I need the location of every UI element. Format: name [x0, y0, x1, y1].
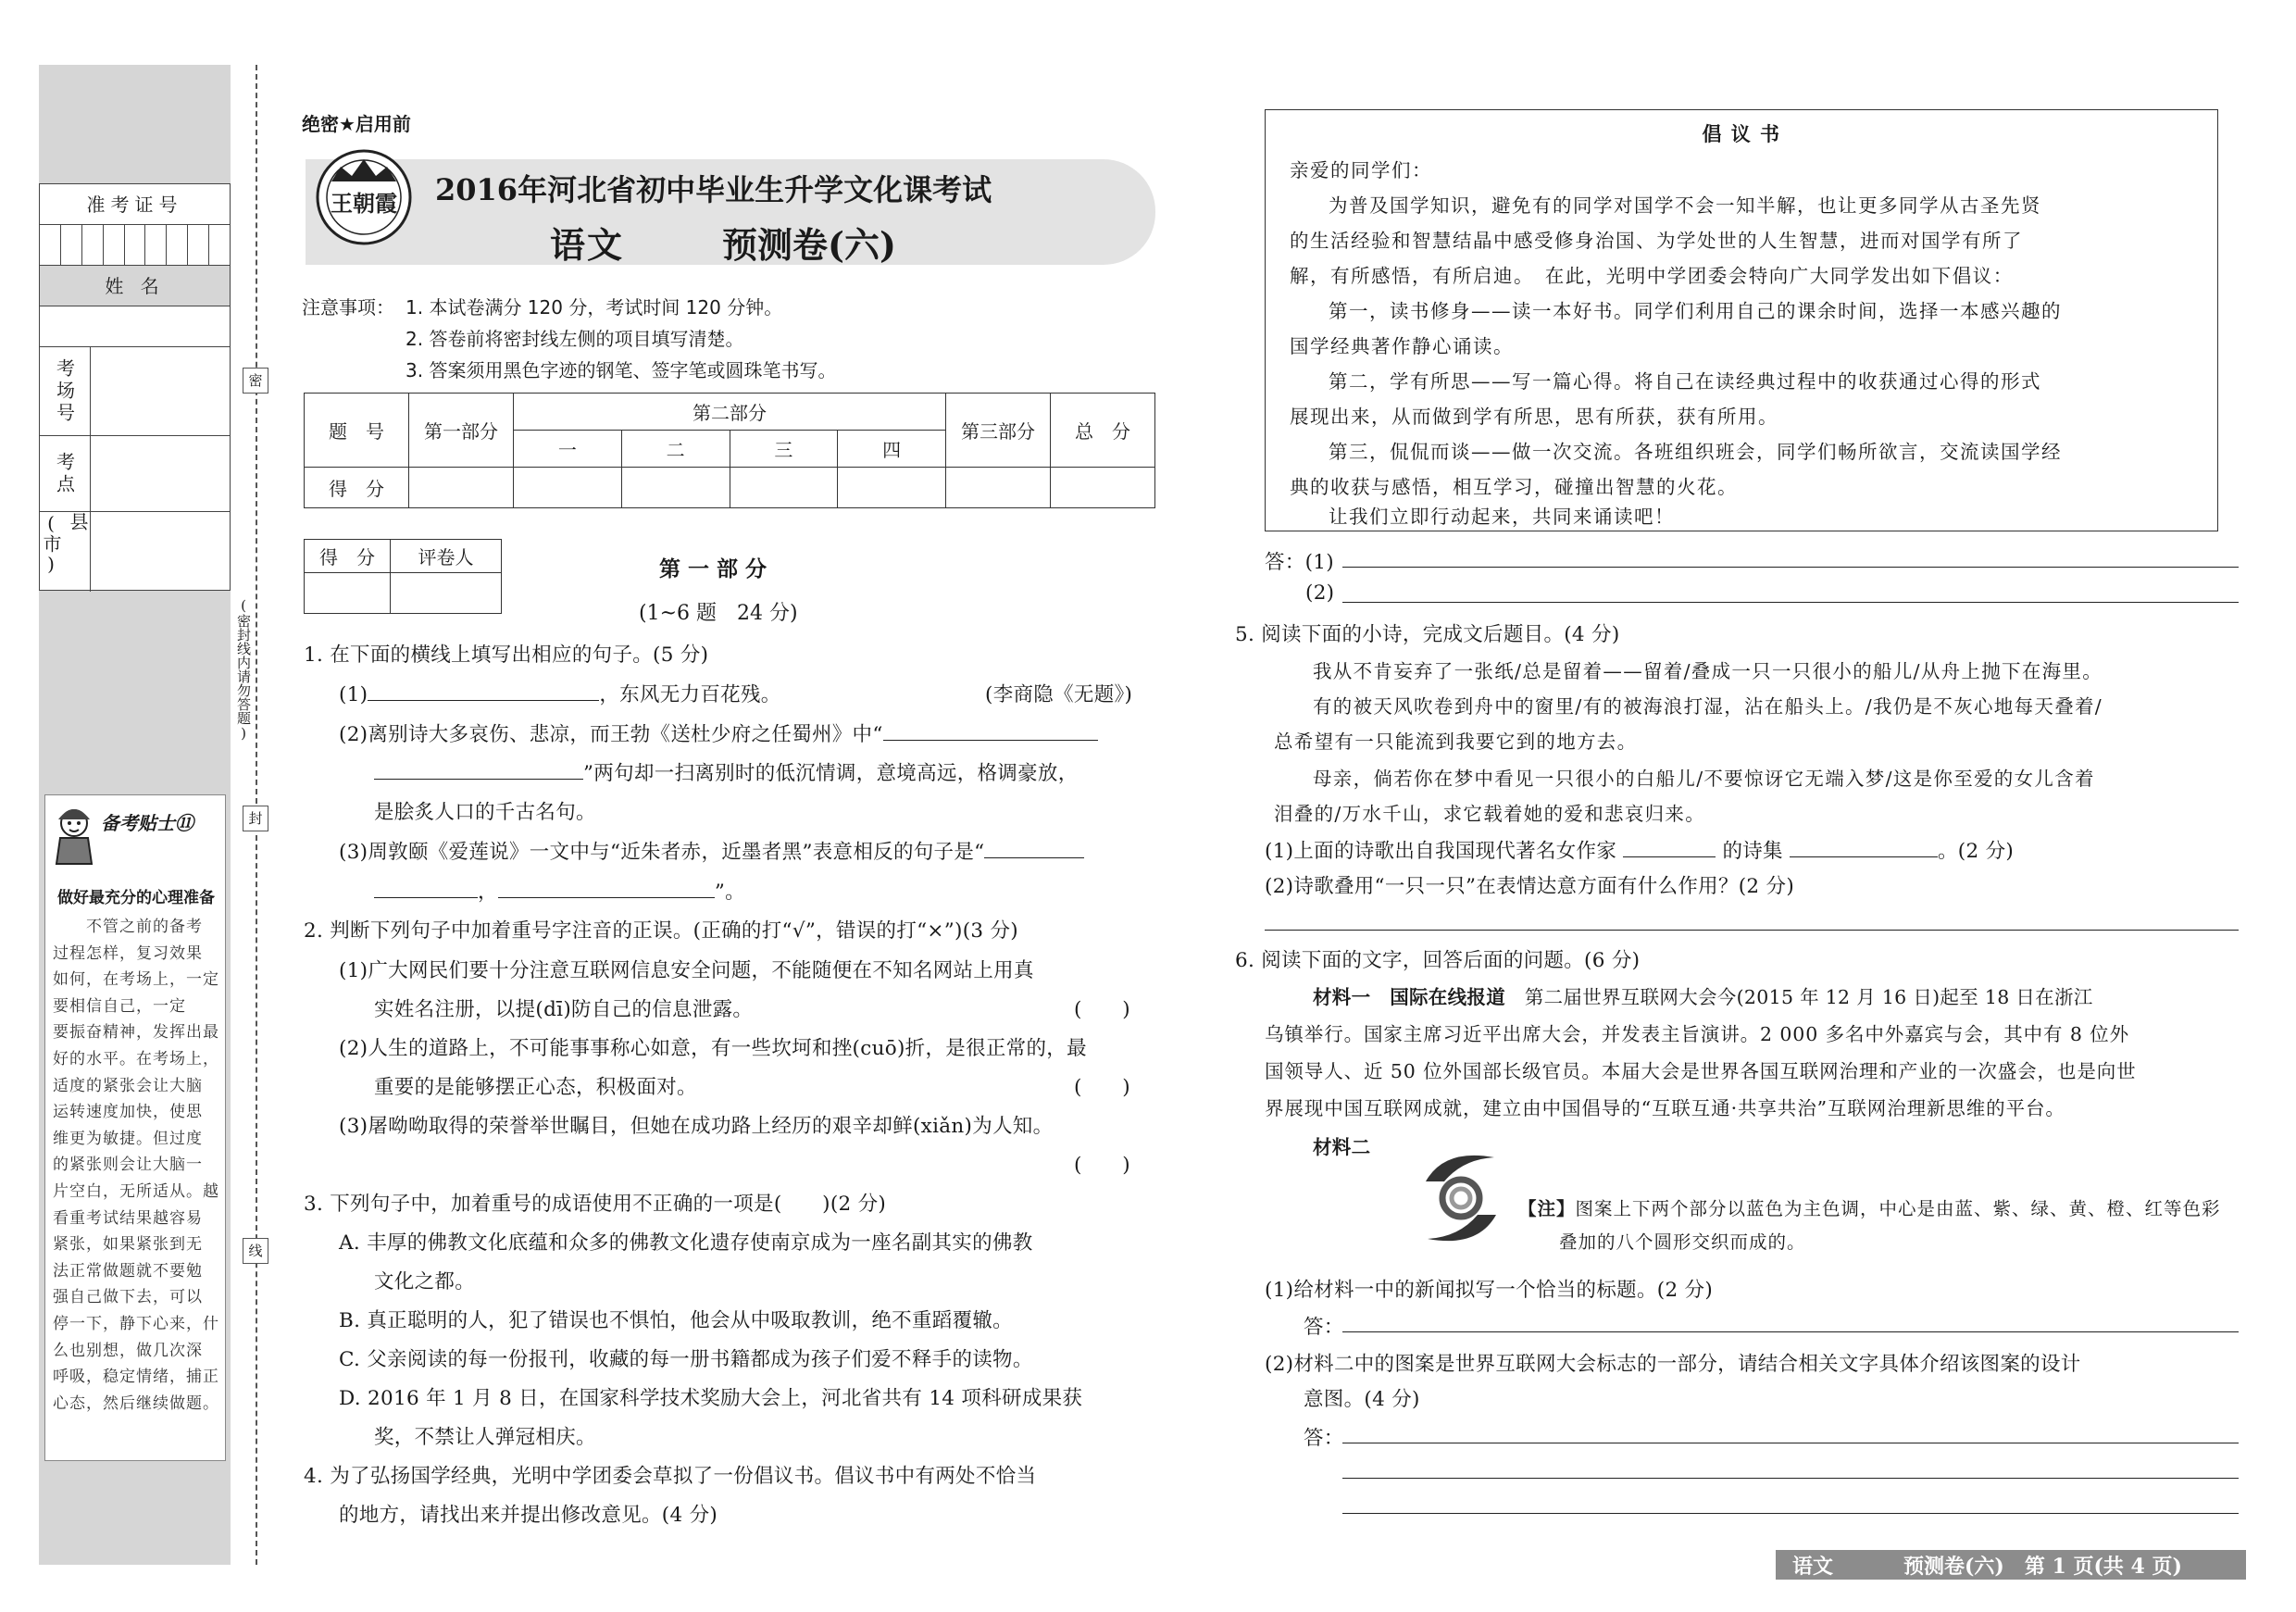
- q6-1: (1)给材料一中的新闻拟写一个恰当的标题。(2 分): [1265, 1279, 1714, 1302]
- score-header-part2: 第二部分: [514, 394, 946, 431]
- grader-table: [304, 539, 502, 614]
- proposal-line: 解，有所感悟，有所启迪。 在此，光明中学团委会特向广大同学发出如下倡议：: [1290, 265, 2014, 287]
- q5-2-answer-line[interactable]: [1265, 930, 2239, 931]
- score-cell[interactable]: [730, 468, 838, 508]
- q6-stem: 6. 阅读下面的文字，回答后面的问题。(6 分): [1235, 949, 1641, 972]
- proposal-line: 第二，学有所思——写一篇心得。将自己在读经典过程中的收获通过心得的形式: [1329, 370, 2041, 393]
- q5-poem-line: 有的被天风吹卷到舟中的窗里/有的被海浪打湿，沾在船头上。/我仍是不灰心地每天叠着/: [1313, 695, 2103, 718]
- proposal-line: 第三，侃侃而谈——做一次交流。各班组织班会，同学们畅所欲言，交流读国学经: [1329, 441, 2062, 463]
- exam-subject: 语文: [550, 224, 625, 266]
- grader-name-cell[interactable]: [391, 573, 502, 614]
- internet-conference-logo-icon: [1416, 1144, 1505, 1252]
- footer-paper: 预测卷(六): [1903, 1554, 2004, 1579]
- tip-badge: 备考贴士⑪: [101, 812, 193, 834]
- proposal-line: 为普及国学知识，避免有的同学对国学不会一知半解，也让更多同学从古圣先贤: [1329, 194, 2041, 217]
- q5-1-blank-author[interactable]: [1623, 838, 1716, 857]
- q4-stem-line1: 4. 为了弘扬国学经典，光明中学团委会草拟了一份倡议书。倡议书中有两处不恰当: [304, 1465, 1037, 1488]
- q1-2-line3: 是脍炙人口的千古名句。: [374, 801, 596, 824]
- score-col-3: 三: [730, 431, 838, 468]
- exam-id-cells[interactable]: [40, 225, 230, 266]
- score-cell[interactable]: [838, 468, 946, 508]
- tip-title: 做好最充分的心理准备: [57, 889, 215, 907]
- q1-stem: 1. 在下面的横线上填写出相应的句子。(5 分): [304, 644, 709, 667]
- tip-body: 不管之前的备考 过程怎样，复习效果 如何，在考场上，一定 要相信自己，一定 要振奋精神，发挥出最 好的水平。在考场上， 适度的紧张会让大脑 运转速度加快，使思 维更为敏捷。但过度 的紧张则会让大脑一 片空白，无所适从。越 看重考试结果越容易 紧张，如果紧张到无 法正常做题就不要勉 强自己做下去，可以 停一下，静下心来，什 么也别想，做几次深 呼吸，稳定情绪，捕正 心态，然后继续做题。: [53, 918, 219, 1413]
- exam-id-label: 准考证号: [40, 184, 230, 225]
- q1-3-line1: (3)周敦颐《爱莲说》一文中与“近朱者赤，近墨者黑”表意相反的句子是“: [339, 836, 1084, 865]
- q3-option-d-line1: D. 2016 年 1 月 8 日，在国家科学技术奖励大会上，河北省共有 14 项科研成果获: [339, 1387, 1083, 1410]
- material2-note-line2: 叠加的八个圆形交织而成的。: [1559, 1231, 1806, 1253]
- q2-1-line1: (1)广大网民们要十分注意互联网信息安全问题，不能随便在不知名网站上用真: [339, 959, 1034, 982]
- seal-char-feng: 封: [243, 806, 268, 831]
- mascot-icon: [51, 803, 97, 868]
- q3-option-a-line2: 文化之都。: [374, 1270, 476, 1293]
- q1-3-blank-c[interactable]: [498, 879, 715, 898]
- q6-2-answer-label: 答：: [1304, 1427, 1344, 1450]
- notice-item-1: 1. 本试卷满分 120 分，考试时间 120 分钟。: [406, 296, 783, 319]
- name-label: 姓 名: [40, 266, 230, 306]
- publisher-seal-logo: [313, 146, 415, 248]
- county-label: 县(市): [40, 512, 91, 592]
- score-col-1: 一: [514, 431, 622, 468]
- q4-answer-1-label: 答：(1): [1265, 551, 1334, 574]
- proposal-line: 典的收获与感悟，相互学习，碰撞出智慧的火花。: [1290, 476, 1738, 498]
- q6-material1-line: 国领导人、近 50 位外国部长级官员。本届大会是世界各国互联网治理和产业的一次盛会，也是向世: [1265, 1060, 2137, 1082]
- exam-title: 2016年河北省初中毕业生升学文化课考试: [435, 172, 992, 207]
- q6-2-line1: (2)材料二中的图案是世界互联网大会标志的一部分，请结合相关文字具体介绍该图案的设计: [1265, 1353, 2081, 1376]
- seal-char-mi: 密: [243, 368, 268, 394]
- q4-answer-1-line[interactable]: [1342, 567, 2239, 568]
- q1-3-blank-b[interactable]: [374, 879, 478, 898]
- site-label: 考点: [40, 436, 91, 511]
- q5-poem-line: 泪叠的/万水千山，求它载着她的爱和悲哀归来。: [1274, 803, 1706, 825]
- q2-2-line1: (2)人生的道路上，不可能事事称心如意，有一些坎坷和挫(cuō)折，是很正常的，最: [339, 1037, 1087, 1060]
- score-row-label: 得 分: [305, 468, 409, 508]
- exam-tip-card: [44, 794, 226, 1461]
- q5-1: (1)上面的诗歌出自我国现代著名女作家 的诗集 。(2 分): [1265, 840, 2015, 863]
- q3-stem: 3. 下列句子中，加着重号的成语使用不正确的一项是( )(2 分): [304, 1193, 887, 1216]
- q1-3-blank-a[interactable]: [984, 839, 1084, 858]
- proposal-line: 展现出来，从而做到学有所思，思有所获，获有所用。: [1290, 406, 1778, 428]
- notice-item-3: 3. 答案须用黑色字迹的钢笔、签字笔或圆珠笔书写。: [406, 359, 837, 381]
- score-col-2: 二: [621, 431, 730, 468]
- seal-note: (密封线内请勿答题): [235, 597, 252, 742]
- q6-2-answer-line[interactable]: [1342, 1513, 2239, 1514]
- q1-1-source: (李商隐《无题》): [985, 683, 1133, 706]
- q6-material1-line: 界展现中国互联网成就，建立由中国倡导的“互联互通·共享共治”互联网治理新思维的平台。: [1265, 1097, 2065, 1119]
- q1-2-line1: (2)离别诗大多哀伤、悲凉，而王勃《送杜少府之任蜀州》中“: [339, 719, 1098, 747]
- score-table: [304, 393, 1155, 508]
- score-header-part3: 第三部分: [946, 394, 1051, 468]
- score-header-total: 总 分: [1051, 394, 1155, 468]
- site-field[interactable]: [40, 436, 230, 512]
- q6-1-answer-line[interactable]: [1342, 1331, 2239, 1332]
- notice-label: 注意事项：: [302, 296, 394, 319]
- q2-3-line1: (3)屠呦呦取得的荣誉举世瞩目，但她在成功路上经历的艰辛却鲜(xiǎn)为人知。: [339, 1115, 1054, 1138]
- score-header-part1: 第一部分: [409, 394, 514, 468]
- page-footer: [1776, 1550, 2246, 1580]
- q4-stem-line2: 的地方，请找出来并提出修改意见。(4 分): [339, 1504, 718, 1527]
- q5-poem-line: 母亲，倘若你在梦中看见一只很小的白船儿/不要惊讶它无端入梦/这是你至爱的女儿含着: [1313, 768, 2095, 790]
- proposal-closing: 让我们立即行动起来，共同来诵读吧！: [1329, 506, 1675, 528]
- notice-item-2: 2. 答卷前将密封线左侧的项目填写清楚。: [406, 328, 744, 350]
- q5-stem: 5. 阅读下面的小诗，完成文后题目。(4 分): [1235, 623, 1620, 646]
- q5-poem-line: 总希望有一只能流到我要它到的地方去。: [1274, 731, 1638, 753]
- q2-stem: 2. 判断下列句子中加着重号字注音的正误。(正确的打“√”，错误的打“×”)(3 分): [304, 919, 1018, 943]
- q3-option-a-line1: A. 丰厚的佛教文化底蕴和众多的佛教文化遗存使南京成为一座名副其实的佛教: [339, 1231, 1033, 1255]
- score-cell[interactable]: [514, 468, 622, 508]
- q1-2-blank-b[interactable]: [374, 760, 583, 780]
- county-field[interactable]: [40, 512, 230, 592]
- proposal-title: 倡 议 书: [1702, 122, 1781, 145]
- q3-option-d-line2: 奖，不禁让人弹冠相庆。: [374, 1426, 596, 1449]
- venue-label: 考场号: [40, 347, 91, 435]
- q1-2-blank-a[interactable]: [883, 721, 1098, 741]
- note-label: 【注】: [1518, 1198, 1576, 1219]
- score-cell[interactable]: [621, 468, 730, 508]
- grader-score-label: 得 分: [305, 540, 391, 573]
- q2-1-answer[interactable]: ( ): [1074, 998, 1130, 1021]
- q5-poem-line: 我从不肯妄弃了一张纸/总是留着——留着/叠成一只一只很小的船儿/从舟上抛下在海里。: [1313, 660, 2103, 682]
- material2-note-line1: 【注】图案上下两个部分以蓝色为主色调，中心是由蓝、紫、绿、黄、橙、红等色彩: [1518, 1198, 2221, 1219]
- q2-2-answer[interactable]: ( ): [1074, 1076, 1130, 1099]
- q2-1-line2: 实姓名注册，以提(dī)防自己的信息泄露。: [374, 998, 754, 1021]
- q4-answer-2-label: (2): [1305, 581, 1335, 605]
- grader-name-label: 评卷人: [391, 540, 502, 573]
- q2-3-answer[interactable]: ( ): [1074, 1154, 1130, 1177]
- grader-score-cell[interactable]: [305, 573, 391, 614]
- q1-3-line2: ， ”。: [374, 876, 745, 905]
- material2-label: 材料二: [1313, 1136, 1371, 1158]
- q1-1: (1) ，东风无力百花残。: [339, 683, 781, 706]
- seal-char-xian: 线: [243, 1238, 268, 1264]
- q6-material1: 材料一 国际在线报道 第二届世界互联网大会今(2015 年 12 月 16 日)起至 18 日在浙江: [1313, 986, 2093, 1008]
- q1-2-line2: ”两句却一扫离别时的低沉情调，意境高远，格调豪放，: [374, 757, 1079, 786]
- q3-option-c: C. 父亲阅读的每一份报刊，收藏的每一册书籍都成为孩子们爱不释手的读物。: [339, 1348, 1033, 1371]
- candidate-info-box: [39, 183, 231, 591]
- section-title: 第 一 部 分: [659, 556, 767, 581]
- confidential-mark: 绝密★启用前: [302, 113, 411, 135]
- proposal-line: 的生活经验和智慧结晶中感受修身治国、为学处世的人生智慧，进而对国学有所了: [1290, 230, 2023, 252]
- q3-option-b: B. 真正聪明的人，犯了错误也不惧怕，他会从中吸取教训，绝不重蹈覆辙。: [339, 1309, 1013, 1332]
- q6-2-line2: 意图。(4 分): [1304, 1388, 1420, 1411]
- proposal-box: [1265, 109, 2218, 531]
- q5-1-blank-collection[interactable]: [1790, 838, 1938, 857]
- proposal-line: 国学经典著作静心诵读。: [1290, 335, 1514, 357]
- q4-answer-2-line[interactable]: [1342, 602, 2239, 603]
- exam-paper-name: 预测卷(六): [722, 224, 896, 266]
- proposal-line: 第一，读书修身——读一本好书。同学们利用自己的课余时间，选择一本感兴趣的: [1329, 300, 2062, 322]
- q6-1-answer-label: 答：: [1304, 1316, 1344, 1339]
- q6-2-answer-line[interactable]: [1342, 1478, 2239, 1479]
- venue-field[interactable]: [40, 347, 230, 436]
- q2-2-line2: 重要的是能够摆正心态，积极面对。: [374, 1076, 697, 1099]
- q5-2: (2)诗歌叠用“一只一只”在表情达意方面有什么作用？(2 分): [1265, 875, 1795, 898]
- score-cell[interactable]: [409, 468, 514, 508]
- q6-material1-line: 乌镇举行。国家主席习近平出席大会，并发表主旨演讲。2 000 多名中外嘉宾与会，其中有 8 位外: [1265, 1023, 2129, 1045]
- score-cell[interactable]: [946, 468, 1051, 508]
- footer-page-number: 第 1 页(共 4 页): [2024, 1554, 2182, 1579]
- section-subtitle: (1~6 题 24 分): [639, 602, 798, 625]
- score-cell[interactable]: [1051, 468, 1155, 508]
- name-field[interactable]: [40, 306, 230, 347]
- material1-label: 材料一 国际在线报道: [1313, 986, 1505, 1008]
- q1-1-blank[interactable]: [368, 681, 599, 701]
- proposal-greeting: 亲爱的同学们：: [1290, 159, 1432, 181]
- footer-subject: 语文: [1792, 1554, 1834, 1579]
- score-col-4: 四: [838, 431, 946, 468]
- svg-text:王朝霞: 王朝霞: [331, 190, 397, 217]
- score-header-label: 题 号: [305, 394, 409, 468]
